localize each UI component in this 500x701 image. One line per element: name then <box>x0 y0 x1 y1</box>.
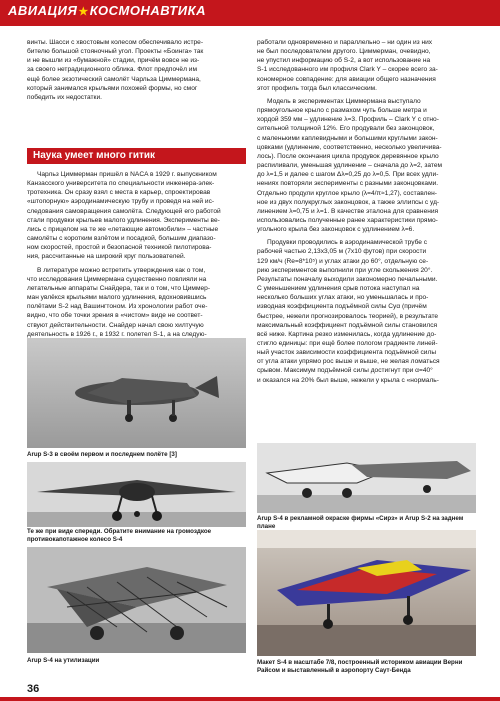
intro-line: винты. Шасси с хвостовым колесом обеспечивало истре- <box>27 39 204 46</box>
body-line: тротехника. Он сразу взял с места в карьер, спроектировав <box>27 189 211 197</box>
caption-photo5: Макет S-4 в масштабе 7/8, построенный историком авиации Верни Райсом и выставленный в аэропорту Саут-Бенда <box>257 659 463 675</box>
magazine-title <box>8 3 206 18</box>
body-line: самолёты с коротким взлётом и посадкой, большим диапазо- <box>27 235 216 243</box>
body-line: рию экспериментов выполнили при угле скольжения 20°. <box>257 266 433 274</box>
body-line: лись с прицелом на те же «летающие автомобили» – частные <box>27 225 219 233</box>
body-line: видно, что обе точки зрения в «чистом» виде не соответ- <box>27 312 203 320</box>
intro-line: и не вышли из «бумажной» стадии, причём вовсе не из- <box>27 57 200 65</box>
body-line: ный участок зависимости коэффициента подъёмной силы <box>257 349 437 357</box>
body-line: с маленькими каплевидными и большими круглыми закон- <box>257 134 438 142</box>
body-line: этот профиль тогда был классическим. <box>257 84 378 92</box>
body-line: линением λ=0,75 и λ=1. В качестве эталона для сравнения <box>257 207 439 215</box>
caption-photo2: Те же при виде спереди. Обратите внимание на громоздкое противокапотажное колесо S-4 <box>27 528 212 544</box>
body-line: быстрее, нежели прогнозировалось теорией), в результате <box>257 312 439 320</box>
aircraft-photo-icon <box>27 462 246 527</box>
body-line: ное из двух полукруглых законцовок, а также эллипсы с уд- <box>257 198 440 206</box>
aircraft-photo-icon <box>27 547 246 653</box>
intro-line: победить их недостатки. <box>27 93 102 101</box>
body-line: В литературе можно встретить утверждения как о том, <box>37 266 206 274</box>
right-column <box>257 38 476 385</box>
body-line: что исследования Циммермана существенно повлияли на <box>27 275 207 283</box>
body-line: до λ=1,5 и далее с шагом Δλ=0,25 до λ=0,5. При всех удли- <box>257 171 439 179</box>
body-line: угольного крыла без законцовок с удлинением λ=6. <box>257 226 415 234</box>
star-icon: ★ <box>78 6 89 18</box>
body-line: Продувки проводились в аэродинамической трубе с <box>267 239 428 247</box>
body-line: сительной толщиной 12%. Его продували без законцовок, <box>257 125 435 133</box>
body-line: стигло единицы: при ещё более пологом градиенте линей- <box>257 340 438 347</box>
body-line: всё ниже. Картина резко изменилась, когда удлинение до- <box>257 330 437 338</box>
body-line: лось). После окончания цикла продувок деревянное крыло <box>257 152 439 160</box>
body-line: Отдельно продули круглое крыло (λ=4/π≈1,27), составлен- <box>257 189 437 197</box>
body-line: 129 км/ч (Re=8*10⁵) и углах атаки до 60°, отдельную се- <box>257 257 429 265</box>
body-line: ния, рассчитанные на широкий круг пользователей. <box>27 253 186 261</box>
body-line: распиливали, уменьшая удлинение – сначала до λ=2, затем <box>257 162 443 170</box>
aircraft-photo-icon <box>257 443 476 513</box>
body-line: кономерное совпадение: для авиации общего назначения <box>257 75 436 83</box>
intro-line: бителю большой стояночный угол. Проекты «Боинга» так <box>27 48 204 56</box>
body-line: изводная коэффициента подъёмной силы Cyα (причём <box>257 303 427 311</box>
magazine-title-left: АВИАЦИЯ <box>8 3 78 18</box>
body-line: максимальный коэффициент подъёмной силы становился <box>257 321 438 329</box>
body-line: полётами S-2 над Вашингтоном. Из хронологии работ оче- <box>27 303 208 311</box>
magazine-header-band <box>0 0 500 26</box>
left-column-intro <box>27 38 246 102</box>
intro-line: который занимался крыльями похожей формы, но смог <box>27 84 198 92</box>
section-heading <box>27 148 246 164</box>
body-line: рабочей частью 2,13х3,05 м (7х10 футов) при скорости <box>257 248 427 256</box>
body-line: использовались полученные ранее характеристики прямо- <box>257 216 438 224</box>
body-line: несколько больших углах атаки, но уменьшалась и про- <box>257 294 429 302</box>
photo-s3-in-flight <box>27 338 246 448</box>
body-line: ствуют действительности. Снайдер начал свою хилтучую <box>27 321 204 329</box>
photo-front-view <box>27 462 246 527</box>
body-line: «штопорную» аэродинамическую трубу и проведя на ней ис- <box>27 198 215 206</box>
body-line: Чарльз Циммерман пришёл в NACA в 1929 г. выпускником <box>37 171 217 178</box>
body-line: цовками (удлинение, соответственно, несколько увеличива- <box>257 143 442 151</box>
body-line: С уменьшением удлинения срыв потока наступал на <box>257 285 420 293</box>
caption-photo3: Arup S-4 на утилизации <box>27 657 100 664</box>
body-line: S-1 исследованного им профиля Clark Y – скорее всего за- <box>257 66 438 74</box>
magazine-title-right: КОСМОНАВТИКА <box>89 3 206 18</box>
body-line: стали продувки крыльев малого удлинения. Эксперименты ве- <box>27 216 220 224</box>
body-line: и оказался на 20% был выше, нежели у крыла с «нормаль- <box>257 376 439 384</box>
body-line: Канзасского университета по специальности инженера-элек- <box>27 180 215 188</box>
caption-photo4: Arup S-4 в рекламной окраске фирмы «Сирз» и Arup S-2 на заднем плане <box>257 515 464 531</box>
body-line: срывом. Максимум подъёмной силы достигнут при α=40° <box>257 367 433 375</box>
body-line: ман увлёкся крыльями малого удлинения, вдохновившись <box>27 294 207 302</box>
photo-s4-advertising <box>257 443 476 513</box>
intro-line: ещё более экзотический самолёт Чарльза Циммермана, <box>27 75 201 83</box>
body-line: Результаты поначалу выходили закономерно печальными. <box>257 275 438 283</box>
body-line: нениях повторяли эксперименты с разными законцовками. <box>257 180 439 188</box>
aircraft-photo-icon <box>27 338 246 448</box>
body-line: не упустил информацию об S-2, а вот использование на <box>257 57 431 65</box>
photo-s4-mockup <box>257 530 476 656</box>
body-line: Модель в экспериментах Циммермана выступало <box>267 97 421 105</box>
page-number: 36 <box>27 683 40 695</box>
aircraft-photo-icon <box>257 530 476 656</box>
body-line: ном скоростей, простой и безопасной техникой пилотирова- <box>27 244 212 252</box>
body-line: деятельность в 1926 г., в 1932 г. полетел S-1, а на следую- <box>27 330 207 338</box>
body-line: следования самовращения самолёта. Следующей его работой <box>27 207 221 215</box>
caption-photo1: Arup S-3 в своём первом и последнем полёте [3] <box>27 451 177 458</box>
body-line: летательные аппараты Снайдера, так и о том, что Циммер- <box>27 284 211 292</box>
body-line: хордой 359 мм – удлинение λ=3. Профиль – Clark Y с отно- <box>257 116 439 124</box>
intro-line: за своего нетрадиционного облика. Флот предпочёл им <box>27 66 197 74</box>
footer-rule <box>0 697 500 701</box>
body-line: от угла атаки упрямо рос выше и выше, не желая ломаться <box>257 358 440 366</box>
section-title: Наука умеет много гитик <box>33 150 156 161</box>
body-line: работали одновременно и параллельно – ни один из них <box>257 39 433 46</box>
body-line: прямоугольное крыло с размахом чуть больше метра и <box>257 107 427 115</box>
body-line: не был последователем другого. Циммерман, очевидно, <box>257 48 431 56</box>
photo-s4-scrapped <box>27 547 246 653</box>
